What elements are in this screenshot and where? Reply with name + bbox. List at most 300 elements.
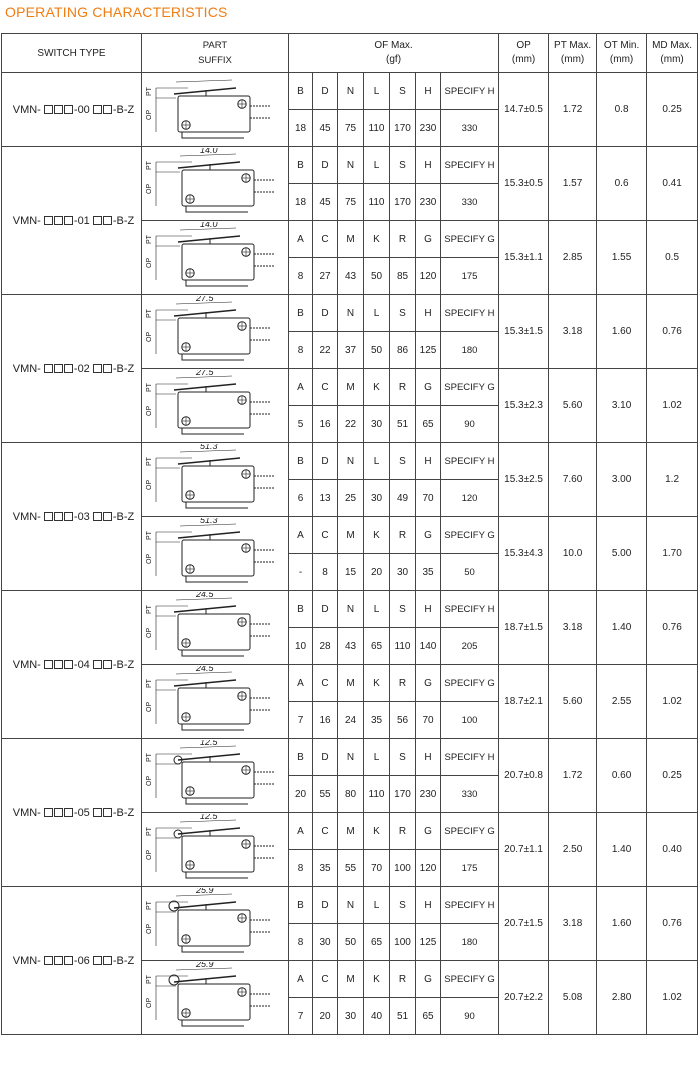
suffix-cell: D — [313, 147, 338, 184]
suffix-cell: M — [338, 369, 364, 406]
placeholder-box — [93, 105, 102, 114]
switch-drawing — [142, 73, 289, 147]
placeholder-box — [64, 512, 73, 521]
switch-lever — [178, 828, 240, 834]
placeholder-box — [44, 956, 53, 965]
placeholder-box — [44, 216, 53, 225]
suffix-cell: SPECIFY H — [441, 887, 499, 924]
md-value: 0.76 — [647, 591, 698, 665]
of-value-cell: 65 — [364, 924, 390, 961]
dimension-label: 12.5 — [200, 813, 218, 821]
of-value-cell: 22 — [313, 332, 338, 369]
md-value: 0.76 — [647, 295, 698, 369]
of-value-cell: 8 — [289, 924, 313, 961]
of-value-cell: 110 — [364, 184, 390, 221]
of-value-cell: 205 — [441, 628, 499, 665]
op-mark: OP — [146, 553, 153, 564]
of-value-cell: 85 — [390, 258, 416, 295]
suffix-cell: B — [289, 887, 313, 924]
table-row — [2, 443, 698, 480]
switch-type-prefix: VMN- — [12, 103, 41, 116]
dimension-label: 27.5 — [196, 295, 214, 303]
of-value-cell: 125 — [416, 332, 441, 369]
of-value-cell: 30 — [364, 480, 390, 517]
suffix-cell: S — [390, 591, 416, 628]
md-value: 1.70 — [647, 517, 698, 591]
switch-lever — [174, 88, 236, 94]
of-value-cell: 100 — [390, 924, 416, 961]
header-of-max: OF Max. (gf) — [289, 34, 499, 73]
switch-lever — [178, 458, 240, 464]
placeholder-box — [54, 956, 63, 965]
md-value: 0.25 — [647, 73, 698, 147]
switch-drawing-svg — [142, 222, 288, 294]
suffix-cell: SPECIFY G — [441, 517, 499, 554]
op-mark: OP — [146, 331, 153, 342]
switch-drawing — [142, 813, 289, 887]
of-value-cell: 50 — [364, 332, 390, 369]
of-value-cell: 8 — [313, 554, 338, 591]
switch-type-prefix: VMN- — [12, 362, 41, 375]
of-value-cell: 45 — [313, 110, 338, 147]
md-value: 0.41 — [647, 147, 698, 221]
pt-mark: PT — [146, 160, 153, 170]
suffix-cell: B — [289, 739, 313, 776]
of-value-cell: 86 — [390, 332, 416, 369]
ot-value: 3.10 — [597, 369, 647, 443]
of-value-cell: 35 — [313, 850, 338, 887]
suffix-cell: S — [390, 295, 416, 332]
placeholder-box — [93, 216, 102, 225]
of-value-cell: 20 — [313, 998, 338, 1035]
of-value-cell: 175 — [441, 850, 499, 887]
of-value-cell: 5 — [289, 406, 313, 443]
switch-type-suffix: -B-Z — [112, 806, 135, 819]
suffix-cell: B — [289, 443, 313, 480]
of-value-cell: 120 — [441, 480, 499, 517]
op-value: 18.7±1.5 — [499, 591, 549, 665]
header-pt-max: PT Max. (mm) — [549, 34, 597, 73]
ot-value: 1.60 — [597, 295, 647, 369]
suffix-cell: G — [416, 517, 441, 554]
suffix-cell: R — [390, 813, 416, 850]
md-value: 0.25 — [647, 739, 698, 813]
of-value-cell: 110 — [364, 776, 390, 813]
of-value-cell: 230 — [416, 184, 441, 221]
suffix-cell: A — [289, 813, 313, 850]
suffix-cell: M — [338, 517, 364, 554]
of-value-cell: 20 — [364, 554, 390, 591]
switch-drawing-svg — [142, 518, 288, 590]
dimension-label: 12.5 — [200, 739, 218, 747]
of-value-cell: 65 — [416, 998, 441, 1035]
suffix-cell: K — [364, 813, 390, 850]
of-value-cell: 43 — [338, 258, 364, 295]
of-value-cell: 15 — [338, 554, 364, 591]
suffix-cell: A — [289, 517, 313, 554]
switch-drawing-svg — [142, 370, 288, 442]
suffix-cell: A — [289, 961, 313, 998]
switch-lever — [174, 310, 236, 316]
placeholder-box — [44, 660, 53, 669]
pt-mark: PT — [146, 234, 153, 244]
pt-value: 10.0 — [549, 517, 597, 591]
suffix-cell: C — [313, 665, 338, 702]
switch-type-code: -02 — [73, 362, 90, 375]
suffix-cell: A — [289, 369, 313, 406]
suffix-cell: H — [416, 295, 441, 332]
placeholder-box — [54, 660, 63, 669]
op-mark: OP — [146, 627, 153, 638]
op-mark: OP — [146, 479, 153, 490]
md-value: 1.2 — [647, 443, 698, 517]
switch-lever — [178, 162, 240, 168]
switch-type-code: -03 — [73, 510, 90, 523]
suffix-cell: SPECIFY H — [441, 147, 499, 184]
suffix-cell: SPECIFY G — [441, 961, 499, 998]
op-value: 20.7±2.2 — [499, 961, 549, 1035]
of-value-cell: 45 — [313, 184, 338, 221]
suffix-cell: B — [289, 73, 313, 110]
of-value-cell: 55 — [338, 850, 364, 887]
ot-value: 1.40 — [597, 813, 647, 887]
op-value: 20.7±0.8 — [499, 739, 549, 813]
switch-type-prefix: VMN- — [12, 806, 41, 819]
op-mark: OP — [146, 997, 153, 1008]
suffix-cell: H — [416, 591, 441, 628]
suffix-cell: C — [313, 813, 338, 850]
suffix-cell: N — [338, 443, 364, 480]
placeholder-box — [44, 808, 53, 817]
of-value-cell: 70 — [364, 850, 390, 887]
placeholder-box — [103, 808, 112, 817]
switch-drawing — [142, 517, 289, 591]
switch-drawing-svg — [142, 444, 288, 516]
switch-type-suffix: -B-Z — [112, 954, 135, 967]
switch-lever — [174, 606, 236, 612]
op-value: 20.7±1.5 — [499, 887, 549, 961]
placeholder-box — [93, 364, 102, 373]
suffix-cell: K — [364, 665, 390, 702]
suffix-cell: R — [390, 369, 416, 406]
suffix-cell: N — [338, 591, 364, 628]
of-value-cell: 170 — [390, 184, 416, 221]
of-value-cell: 35 — [364, 702, 390, 739]
of-value-cell: 30 — [338, 998, 364, 1035]
of-value-cell: 180 — [441, 924, 499, 961]
suffix-cell: M — [338, 813, 364, 850]
op-mark: OP — [146, 701, 153, 712]
suffix-cell: R — [390, 961, 416, 998]
op-mark: OP — [146, 109, 153, 120]
placeholder-box — [103, 956, 112, 965]
table-body — [2, 73, 698, 1035]
of-value-cell: 8 — [289, 850, 313, 887]
of-value-cell: 18 — [289, 184, 313, 221]
of-value-cell: 56 — [390, 702, 416, 739]
of-value-cell: 170 — [390, 110, 416, 147]
header-row — [2, 34, 698, 73]
of-value-cell: 70 — [416, 480, 441, 517]
switch-type-prefix: VMN- — [12, 658, 41, 671]
suffix-cell: S — [390, 147, 416, 184]
of-value-cell: 110 — [390, 628, 416, 665]
pt-value: 5.08 — [549, 961, 597, 1035]
suffix-cell: L — [364, 591, 390, 628]
placeholder-box — [93, 512, 102, 521]
switch-drawing — [142, 961, 289, 1035]
suffix-cell: L — [364, 887, 390, 924]
switch-lever — [174, 902, 236, 908]
placeholder-box — [54, 216, 63, 225]
op-value: 15.3±2.3 — [499, 369, 549, 443]
md-value: 1.02 — [647, 665, 698, 739]
placeholder-box — [103, 512, 112, 521]
of-value-cell: 330 — [441, 110, 499, 147]
ot-value: 5.00 — [597, 517, 647, 591]
suffix-cell: R — [390, 221, 416, 258]
switch-type-cell — [2, 887, 142, 1035]
pt-mark: PT — [146, 382, 153, 392]
dimension-label: 27.5 — [196, 369, 214, 377]
op-value: 14.7±0.5 — [499, 73, 549, 147]
roller — [169, 975, 179, 985]
switch-type-code: -06 — [73, 954, 90, 967]
placeholder-box — [54, 105, 63, 114]
suffix-cell: N — [338, 739, 364, 776]
placeholder-box — [93, 660, 102, 669]
ot-value: 3.00 — [597, 443, 647, 517]
switch-lever — [174, 976, 236, 982]
placeholder-box — [64, 660, 73, 669]
suffix-cell: H — [416, 887, 441, 924]
switch-type-code: -04 — [73, 658, 90, 671]
ot-value: 0.60 — [597, 739, 647, 813]
op-mark: OP — [146, 775, 153, 786]
of-value-cell: - — [289, 554, 313, 591]
suffix-cell: C — [313, 961, 338, 998]
suffix-cell: G — [416, 369, 441, 406]
switch-drawing-svg — [142, 592, 288, 664]
placeholder-box — [64, 808, 73, 817]
suffix-cell: N — [338, 147, 364, 184]
of-value-cell: 43 — [338, 628, 364, 665]
md-value: 0.40 — [647, 813, 698, 887]
suffix-cell: D — [313, 887, 338, 924]
switch-type-suffix: -B-Z — [112, 214, 135, 227]
pt-mark: PT — [146, 456, 153, 466]
md-value: 0.76 — [647, 887, 698, 961]
placeholder-box — [93, 956, 102, 965]
of-value-cell: 7 — [289, 702, 313, 739]
of-value-cell: 7 — [289, 998, 313, 1035]
suffix-cell: D — [313, 73, 338, 110]
op-value: 20.7±1.1 — [499, 813, 549, 887]
ot-value: 0.6 — [597, 147, 647, 221]
pt-mark: PT — [146, 752, 153, 762]
placeholder-box — [103, 364, 112, 373]
switch-type-code: -05 — [73, 806, 90, 819]
table-row — [2, 295, 698, 332]
switch-drawing — [142, 443, 289, 517]
suffix-cell: A — [289, 665, 313, 702]
of-value-cell: 13 — [313, 480, 338, 517]
suffix-cell: H — [416, 739, 441, 776]
ot-value: 2.80 — [597, 961, 647, 1035]
of-value-cell: 49 — [390, 480, 416, 517]
of-value-cell: 35 — [416, 554, 441, 591]
of-value-cell: 24 — [338, 702, 364, 739]
placeholder-box — [103, 660, 112, 669]
header-op: OP (mm) — [499, 34, 549, 73]
pt-mark: PT — [146, 604, 153, 614]
dimension-label: 24.5 — [196, 665, 214, 673]
ot-value: 1.40 — [597, 591, 647, 665]
dimension-label: 14.0 — [200, 147, 218, 155]
switch-type-prefix: VMN- — [12, 214, 41, 227]
op-value: 15.3±1.5 — [499, 295, 549, 369]
of-value-cell: 55 — [313, 776, 338, 813]
placeholder-box — [54, 364, 63, 373]
switch-type-cell — [2, 295, 142, 443]
of-value-cell: 50 — [338, 924, 364, 961]
op-mark: OP — [146, 849, 153, 860]
dimension-label: 24.5 — [196, 591, 214, 599]
of-value-cell: 175 — [441, 258, 499, 295]
suffix-cell: D — [313, 443, 338, 480]
pt-value: 1.72 — [549, 739, 597, 813]
pt-value: 3.18 — [549, 887, 597, 961]
suffix-cell: B — [289, 295, 313, 332]
suffix-cell: R — [390, 517, 416, 554]
placeholder-box — [54, 512, 63, 521]
of-value-cell: 230 — [416, 110, 441, 147]
suffix-cell: SPECIFY H — [441, 295, 499, 332]
suffix-cell: SPECIFY G — [441, 813, 499, 850]
switch-type-code: -01 — [73, 214, 90, 227]
suffix-cell: L — [364, 443, 390, 480]
pt-value: 3.18 — [549, 295, 597, 369]
roller — [169, 901, 179, 911]
suffix-cell: SPECIFY G — [441, 665, 499, 702]
pt-mark: PT — [146, 974, 153, 984]
switch-lever — [178, 532, 240, 538]
dimension-label: 51.3 — [200, 517, 218, 525]
op-mark: OP — [146, 183, 153, 194]
md-value: 0.5 — [647, 221, 698, 295]
suffix-cell: SPECIFY H — [441, 591, 499, 628]
md-value: 1.02 — [647, 369, 698, 443]
suffix-cell: L — [364, 73, 390, 110]
of-value-cell: 180 — [441, 332, 499, 369]
suffix-cell: B — [289, 147, 313, 184]
dimension-label: 25.9 — [196, 887, 214, 895]
of-value-cell: 6 — [289, 480, 313, 517]
placeholder-box — [54, 808, 63, 817]
ot-value: 2.55 — [597, 665, 647, 739]
switch-drawing — [142, 295, 289, 369]
of-value-cell: 25 — [338, 480, 364, 517]
suffix-cell: H — [416, 147, 441, 184]
pt-mark: PT — [146, 86, 153, 96]
pt-mark: PT — [146, 678, 153, 688]
op-mark: OP — [146, 405, 153, 416]
suffix-cell: SPECIFY H — [441, 739, 499, 776]
placeholder-box — [44, 105, 53, 114]
suffix-cell: D — [313, 591, 338, 628]
of-value-cell: 40 — [364, 998, 390, 1035]
of-value-cell: 18 — [289, 110, 313, 147]
of-value-cell: 16 — [313, 406, 338, 443]
suffix-cell: G — [416, 813, 441, 850]
placeholder-box — [64, 956, 73, 965]
of-value-cell: 90 — [441, 406, 499, 443]
switch-drawing-svg — [142, 962, 288, 1034]
of-value-cell: 125 — [416, 924, 441, 961]
suffix-cell: C — [313, 517, 338, 554]
suffix-cell: D — [313, 295, 338, 332]
pt-value: 5.60 — [549, 369, 597, 443]
switch-drawing — [142, 221, 289, 295]
switch-type-cell — [2, 739, 142, 887]
switch-drawing-svg — [142, 740, 288, 812]
op-value: 15.3±2.5 — [499, 443, 549, 517]
switch-type-suffix: -B-Z — [112, 658, 135, 671]
of-value-cell: 30 — [364, 406, 390, 443]
op-value: 15.3±4.3 — [499, 517, 549, 591]
pt-value: 5.60 — [549, 665, 597, 739]
placeholder-box — [103, 216, 112, 225]
pt-mark: PT — [146, 900, 153, 910]
of-value-cell: 330 — [441, 776, 499, 813]
switch-drawing — [142, 739, 289, 813]
switch-drawing-svg — [142, 148, 288, 220]
switch-type-cell — [2, 443, 142, 591]
switch-type-cell — [2, 73, 142, 147]
dimension-label: 51.3 — [200, 443, 218, 451]
suffix-cell: SPECIFY G — [441, 369, 499, 406]
suffix-cell: R — [390, 665, 416, 702]
of-value-cell: 16 — [313, 702, 338, 739]
pt-value: 7.60 — [549, 443, 597, 517]
ot-value: 1.55 — [597, 221, 647, 295]
ot-value: 1.60 — [597, 887, 647, 961]
suffix-cell: B — [289, 591, 313, 628]
suffix-cell: M — [338, 665, 364, 702]
of-value-cell: 120 — [416, 850, 441, 887]
pt-value: 2.85 — [549, 221, 597, 295]
of-value-cell: 20 — [289, 776, 313, 813]
switch-drawing-svg — [142, 296, 288, 368]
suffix-cell: L — [364, 739, 390, 776]
table-row — [2, 739, 698, 776]
of-value-cell: 8 — [289, 332, 313, 369]
of-value-cell: 50 — [364, 258, 390, 295]
switch-type-prefix: VMN- — [12, 510, 41, 523]
op-mark: OP — [146, 923, 153, 934]
md-value: 1.02 — [647, 961, 698, 1035]
suffix-cell: G — [416, 221, 441, 258]
switch-drawing — [142, 665, 289, 739]
of-value-cell: 10 — [289, 628, 313, 665]
suffix-cell: H — [416, 443, 441, 480]
page-title: OPERATING CHARACTERISTICS — [5, 4, 228, 20]
of-value-cell: 51 — [390, 998, 416, 1035]
suffix-cell: G — [416, 961, 441, 998]
switch-drawing — [142, 887, 289, 961]
table-row — [2, 591, 698, 628]
suffix-cell: L — [364, 295, 390, 332]
